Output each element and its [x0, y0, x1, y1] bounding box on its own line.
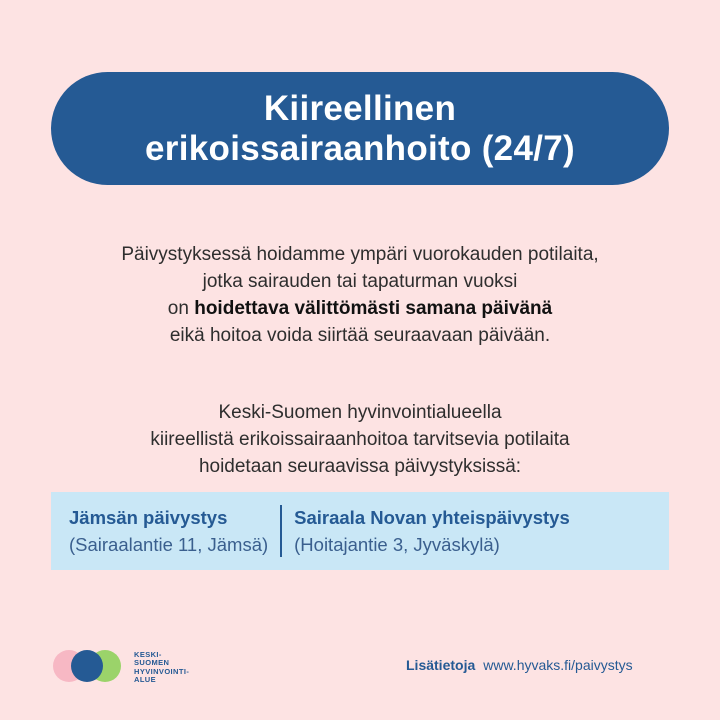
intro-line-3-prefix: on — [167, 298, 195, 319]
intro-line-2: jotka sairauden tai tapaturman vuoksi — [202, 271, 518, 292]
title-line-1: Kiireellinen — [263, 88, 457, 128]
title-banner — [51, 72, 669, 185]
logo-line-1: KESKI- — [134, 650, 162, 659]
footer-label: Lisätietoja — [406, 657, 476, 673]
logo-line-2: SUOMEN — [134, 658, 170, 668]
intro-line-4: eikä hoitoa voida siirtää seuraavaan päivään. — [169, 325, 551, 346]
intro-paragraph — [20, 241, 700, 349]
region-line-1: Keski-Suomen hyvinvointialueella — [218, 402, 502, 423]
location-address: (Hoitajantie 3, Jyväskylä) — [294, 534, 500, 555]
location-name: Sairaala Novan yhteispäivystys — [294, 507, 570, 528]
location-address: (Sairaalantie 11, Jämsä) — [69, 534, 269, 555]
footer-info — [406, 657, 633, 673]
footer-url-link[interactable]: www.hyvaks.fi/paivystys — [483, 657, 633, 673]
locations-box — [51, 492, 669, 570]
region-line-2: kiireellistä erikoissairaanhoitoa tarvitsevia potilaita — [150, 429, 570, 450]
location-jamsa — [51, 504, 268, 558]
location-nova — [276, 504, 570, 558]
logo-wordmark — [134, 651, 189, 685]
intro-line-3 — [20, 295, 700, 322]
intro-emphasis: hoidettava välittömästi samana päivänä — [194, 298, 553, 319]
logo-line-4: ALUE — [134, 675, 157, 685]
location-name: Jämsän päivystys — [69, 507, 228, 528]
region-paragraph — [20, 399, 700, 480]
region-line-3: hoidetaan seuraavissa päivystyksissä: — [198, 456, 522, 477]
logo-line-3: HYVINVOINTI- — [134, 666, 190, 676]
title-line-2: erikoissairaanhoito (24/7) — [145, 128, 575, 168]
intro-line-1: Päivystyksessä hoidamme ympäri vuorokauden potilaita, — [121, 244, 599, 265]
hyvinvointialue-logo-icon — [52, 649, 122, 683]
